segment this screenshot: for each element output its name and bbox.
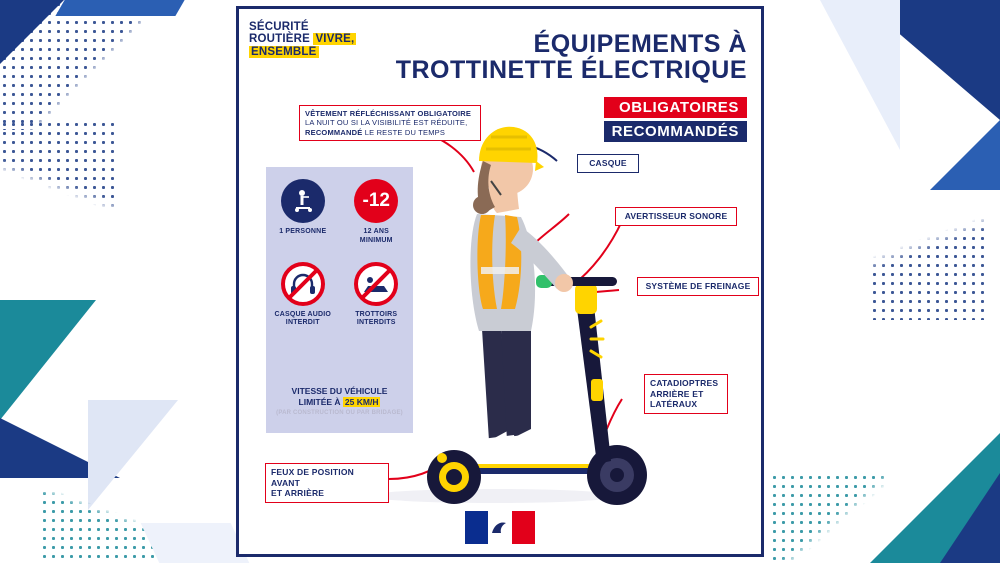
rule-headphones-caption-l2: INTERDIT [285, 319, 320, 327]
flag-red-band [512, 511, 535, 544]
callout-helmet: CASQUE [577, 154, 639, 173]
callout-reflectors-l3: LATÉRAUX [650, 399, 698, 410]
flag-white-band [488, 511, 511, 544]
callout-reflectors-l1: CATADIOPTRES [650, 378, 719, 388]
speed-line-2 [266, 397, 413, 408]
dot-pattern-right [870, 180, 990, 320]
speed-line-3: (PAR CONSTRUCTION OU PAR BRIDAGE) [276, 409, 403, 416]
callout-reflective-l3a: RECOMMANDÉ [305, 127, 363, 137]
brand-logo [249, 21, 374, 58]
marianne-icon [488, 511, 512, 544]
callout-horn: AVERTISSEUR SONORE [615, 207, 737, 226]
headphones-forbidden-glyph [281, 262, 325, 306]
callout-reflectors-l2: ARRIÈRE ET [650, 388, 704, 399]
callout-reflective-line-1 [305, 109, 475, 118]
speed-limit-block [266, 386, 413, 417]
shape-teal-triangle-left [0, 300, 96, 420]
callout-lights-l2: ET ARRIÈRE [271, 488, 325, 499]
rule-headphones-caption-l1: CASQUE AUDIO [274, 310, 332, 318]
dot-pattern-bottom-right [770, 473, 890, 563]
rule-no-sidewalk [343, 262, 409, 329]
callout-reflective-l1b: OBLIGATOIRE [417, 109, 472, 118]
callout-reflectors [644, 374, 728, 414]
legend-mandatory: OBLIGATOIRES [604, 97, 747, 118]
callout-lights-l1: FEUX DE POSITION AVANT [271, 467, 355, 488]
page-title [396, 31, 747, 84]
rules-row-1 [266, 179, 413, 246]
speed-line-2-a: LIMITÉE À [298, 397, 343, 408]
speed-line-1: VITESSE DU VÉHICULE [291, 385, 388, 396]
rule-one-person-caption: 1 PERSONNE [279, 228, 327, 235]
scooter-person-icon [281, 179, 325, 223]
sidewalk-forbidden-glyph [354, 262, 398, 306]
title-line-2: TROTTINETTE ÉLECTRIQUE [395, 56, 747, 85]
logo-line-2-b: VIVRE, [315, 33, 355, 46]
rule-age-caption-l2: MINIMUM [359, 236, 393, 244]
callout-reflective-clothing [299, 105, 481, 141]
age-limit-icon: -12 [354, 179, 398, 223]
rule-age-limit-caption [345, 228, 407, 246]
rules-panel [266, 167, 413, 433]
shape-blue-bar-top [55, 0, 184, 16]
rules-row-2 [266, 262, 413, 329]
rule-one-person [270, 179, 336, 246]
legend-recommended: RECOMMANDÉS [604, 121, 747, 142]
french-republic-logo [465, 511, 535, 544]
dot-pattern-bottom-left [40, 480, 160, 563]
rule-no-headphones [270, 262, 336, 329]
logo-line-3-text: ENSEMBLE [251, 45, 317, 58]
rule-sidewalk-caption-l1: TROTTOIRS [355, 310, 398, 318]
callout-reflective-line-3 [305, 128, 475, 137]
rule-age-limit [343, 179, 409, 246]
rule-sidewalk-caption-l2: INTERDITS [356, 319, 396, 327]
logo-line-1: SÉCURITÉ [249, 21, 309, 33]
speed-line-2-b: 25 KM/H [344, 397, 379, 408]
sidewalk-forbidden-icon [354, 262, 398, 306]
shape-lightblue-bar-bottom [141, 523, 250, 563]
callout-reflective-l1a: VÊTEMENT RÉFLÉCHISSANT [305, 109, 418, 118]
legend [604, 97, 747, 145]
flag-blue-band [465, 511, 488, 544]
callout-brakes: SYSTÈME DE FREINAGE [637, 277, 759, 296]
scooter-person-glyph [290, 188, 316, 214]
callout-reflective-line-2: LA NUIT OU SI LA VISIBILITÉ EST RÉDUITE, [305, 118, 468, 128]
rule-age-caption-l1: 12 ANS [363, 228, 389, 235]
shape-navy-wedge-topleft [0, 0, 64, 64]
rule-no-headphones-caption [272, 311, 334, 329]
poster [236, 6, 764, 557]
title-line-1: ÉQUIPEMENTS À [533, 30, 747, 58]
logo-line-3 [249, 46, 374, 58]
callout-lights [265, 463, 389, 503]
shape-lightblue-triangle-topright [820, 0, 900, 150]
dot-pattern-left-mid [0, 120, 120, 240]
headphones-forbidden-icon [281, 262, 325, 306]
shape-navy-triangle-bottomright [940, 473, 1000, 563]
callout-reflective-l3b: LE RESTE DU TEMPS [362, 127, 446, 137]
logo-line-2 [249, 33, 374, 45]
logo-line-2-a: ROUTIÈRE [249, 33, 311, 46]
rule-no-sidewalk-caption [345, 311, 407, 329]
